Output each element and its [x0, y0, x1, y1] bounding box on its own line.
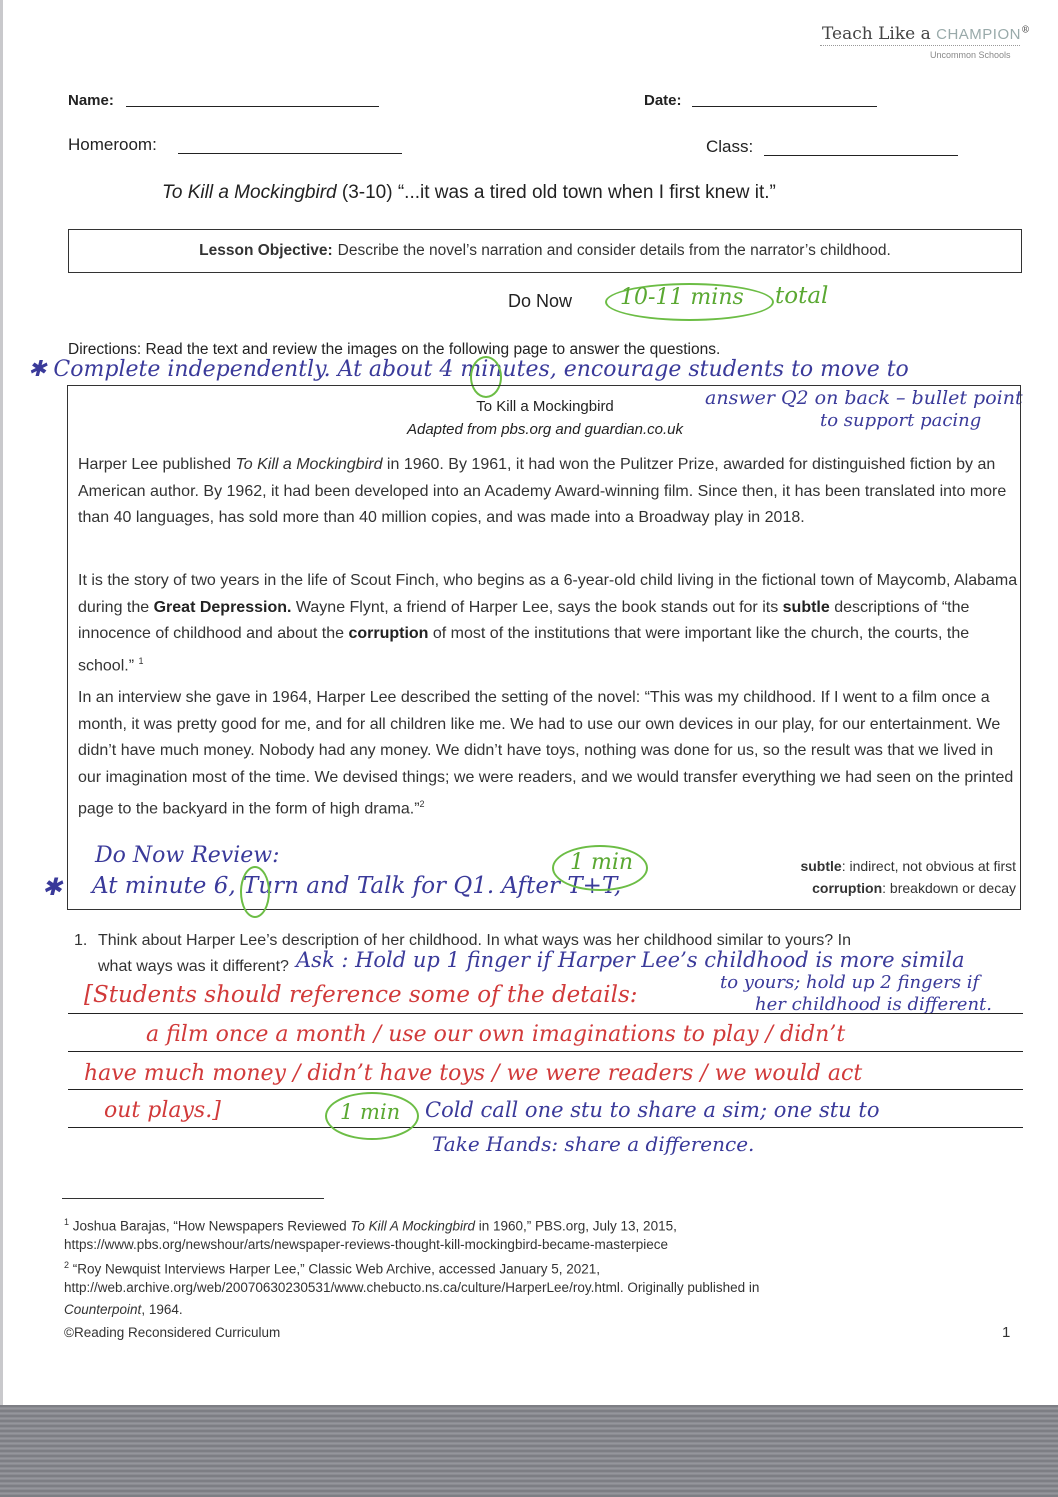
- date-label: Date:: [644, 92, 682, 109]
- review-minute: 6,: [213, 873, 236, 899]
- title-book: To Kill a Mockingbird: [162, 182, 337, 203]
- pacing-note-line2: answer Q2 on back – bullet point: [705, 387, 1023, 409]
- turn-and-talk-note: [92, 873, 621, 899]
- title-lesson: (3-10) “...it was a tired old town when I first knew it.”: [336, 182, 776, 203]
- term-corruption: corruption: [348, 625, 429, 642]
- review-b: Turn and Talk for Q1. After T+T,: [235, 873, 622, 899]
- footnote-1: [64, 1212, 677, 1237]
- glossary-term-subtle: subtle: [800, 858, 842, 874]
- p1-book: To Kill a Mockingbird: [235, 456, 383, 473]
- answer-key-line3: have much money / didn’t have toys / we were readers / we would act: [84, 1061, 863, 1086]
- class-field[interactable]: [764, 155, 958, 156]
- p2-b: Wayne Flynt, a friend of Harper Lee, says the book stands out for its: [291, 598, 783, 616]
- paragraph-1: [78, 452, 1018, 532]
- answer-line-2[interactable]: [68, 1051, 1023, 1052]
- one-min-annotation: 1 min: [570, 850, 634, 875]
- logo-text: Teach Like a: [822, 24, 937, 44]
- p1-a: Harper Lee published: [78, 456, 236, 473]
- pacing-note-number: 4: [439, 357, 454, 382]
- scan-edge: [0, 0, 3, 1405]
- logo-divider: [820, 45, 1020, 46]
- ask-note-line3: her childhood is different.: [755, 994, 992, 1015]
- logo-champion: CHAMPION: [936, 26, 1021, 43]
- review-star-icon: ✱: [42, 873, 63, 901]
- fn1-a: Joshua Barajas, “How Newspapers Reviewed: [69, 1218, 351, 1234]
- p2-d: of most of the institutions that were important like the church, the courts, the school.”: [78, 625, 970, 674]
- name-label: Name:: [68, 92, 114, 109]
- footnote-divider: [62, 1198, 324, 1199]
- term-great-depression: Great Depression.: [153, 598, 292, 616]
- do-now-review-note: Do Now Review:: [95, 843, 280, 868]
- p2-a: It is the story of two years in the life of Scout Finch, who begins as a 6-year-old child living in the fictional town of Maycomb, Alabama during the: [78, 572, 1018, 616]
- do-now-total-annotation: total: [775, 283, 829, 309]
- do-now-time-annotation: 10-11 mins: [620, 285, 744, 310]
- paragraph-3: [78, 685, 1018, 823]
- footnote-ref-1: 1: [138, 655, 144, 666]
- fn2-year: , 1964.: [141, 1302, 183, 1317]
- pacing-note-b: minutes, encourage students to move to: [453, 357, 909, 382]
- pacing-note-line3: to support pacing: [820, 410, 982, 431]
- p2-c: descriptions of “the innocence of childhood and about the: [78, 598, 970, 642]
- class-label: Class:: [706, 137, 754, 156]
- answer-line-4[interactable]: [68, 1127, 1023, 1128]
- directions-text: Read the text and review the images on the following page to answer the questions.: [145, 341, 721, 358]
- question-1-text-line2: what ways was it different?: [98, 958, 289, 975]
- fn1-sup: 1: [64, 1217, 70, 1227]
- footnote-2: [64, 1255, 600, 1280]
- minute-6-circle: [240, 866, 270, 918]
- objective-label: Lesson Objective:: [199, 242, 333, 259]
- fn2-sup: 2: [64, 1260, 70, 1270]
- pacing-note-a: ✱ Complete independently. At about: [28, 357, 440, 382]
- page-number: 1: [1002, 1324, 1011, 1341]
- ask-note: Ask : Hold up 1 finger if Harper Lee’s childhood is more simila: [296, 948, 965, 972]
- fn2-a: “Roy Newquist Interviews Harper Lee,” Classic Web Archive, accessed January 5, 2021,: [69, 1261, 600, 1277]
- footnote-2-link[interactable]: http://web.archive.org/web/20070630230531/www.chebucto.ns.ca/culture/HarperLee/roy.html. Originally published in: [64, 1280, 760, 1295]
- scanner-background: [0, 1405, 1058, 1497]
- homeroom-label: Homeroom:: [68, 135, 157, 154]
- glossary-def-corruption: : breakdown or decay: [882, 880, 1016, 896]
- paragraph-2: [78, 568, 1018, 679]
- logo: [822, 24, 1030, 44]
- answer-key-line4: out plays.]: [104, 1098, 221, 1123]
- footnote-1-link[interactable]: https://www.pbs.org/newshour/arts/newspaper-reviews-thought-kill-mockingbird-became-masterpiece: [64, 1237, 668, 1252]
- glossary-def-subtle: : indirect, not obvious at first: [841, 858, 1016, 874]
- glossary-corruption: [700, 880, 1016, 896]
- glossary-subtle: [700, 858, 1016, 874]
- fn1-b: in 1960,” PBS.org, July 13, 2015,: [474, 1218, 677, 1234]
- do-now-heading: Do Now: [508, 291, 573, 311]
- answer-key-line1: [Students should reference some of the details:: [84, 982, 638, 1008]
- lesson-objective-box: [68, 229, 1022, 273]
- fn2-pub: Counterpoint: [64, 1302, 142, 1317]
- reading-source: Adapted from pbs.org and guardian.co.uk: [406, 421, 683, 438]
- question-1-number: 1.: [74, 932, 88, 949]
- answer-key-line2: a film once a month / use our own imaginations to play / didn’t: [146, 1022, 846, 1047]
- pacing-note: [28, 357, 909, 382]
- logo-subtitle: Uncommon Schools: [930, 50, 1011, 60]
- date-field[interactable]: [692, 106, 877, 107]
- answer-line-1[interactable]: [68, 1013, 1023, 1014]
- term-subtle: subtle: [782, 598, 830, 616]
- objective-text: Describe the novel’s narration and consider details from the narrator’s childhood.: [337, 242, 891, 259]
- footnote-ref-2: 2: [419, 799, 425, 809]
- ask-note-line2: to yours; hold up 2 fingers if: [720, 972, 980, 993]
- copyright: ©Reading Reconsidered Curriculum: [64, 1325, 281, 1340]
- review-a: At minute: [92, 873, 214, 899]
- reading-title: To Kill a Mockingbird: [476, 398, 614, 415]
- page-title: [162, 182, 776, 204]
- footnote-2-publication: [64, 1299, 183, 1320]
- fn1-book: To Kill A Mockingbird: [350, 1218, 475, 1234]
- glossary-term-corruption: corruption: [812, 880, 883, 896]
- homeroom-field[interactable]: [178, 153, 402, 154]
- take-hands-note: Take Hands: share a difference.: [432, 1132, 755, 1156]
- cold-call-time: 1 min: [340, 1100, 401, 1124]
- p1-b: in 1960. By 1961, it had won the Pulitzer Prize, awarded for distinguished fiction by an American author. By 1962, it had been developed into an Academy Award-winning film. Since then, it has been translated into more than 40 languages, has sold more than 40 million copies, and was made into a Broadway play in 2018.: [78, 456, 1007, 526]
- cold-call-note: Cold call one stu to share a sim; one stu to: [425, 1098, 880, 1122]
- question-1-text: Think about Harper Lee’s description of her childhood. In what ways was her childhood similar to yours? In: [98, 932, 851, 949]
- p3-text: In an interview she gave in 1964, Harper Lee described the setting of the novel: “This was my childhood. If I went to a film once a month, it was pretty good for me, and for all children like me. We had to use our own devices in our play, for our entertainment. We didn’t have much money. Nobody had any money. We didn’t have toys, nothing was done for us, so the result was that we lived in our imagination most of the time. We devised things; we were readers, and we would transfer everything we had seen on the printed page to the backyard in the form of high drama.”: [78, 689, 1014, 818]
- logo-mark: ®: [1020, 25, 1030, 36]
- name-field[interactable]: [126, 106, 379, 107]
- directions-label: Directions:: [68, 341, 142, 358]
- answer-line-3[interactable]: [68, 1089, 1023, 1090]
